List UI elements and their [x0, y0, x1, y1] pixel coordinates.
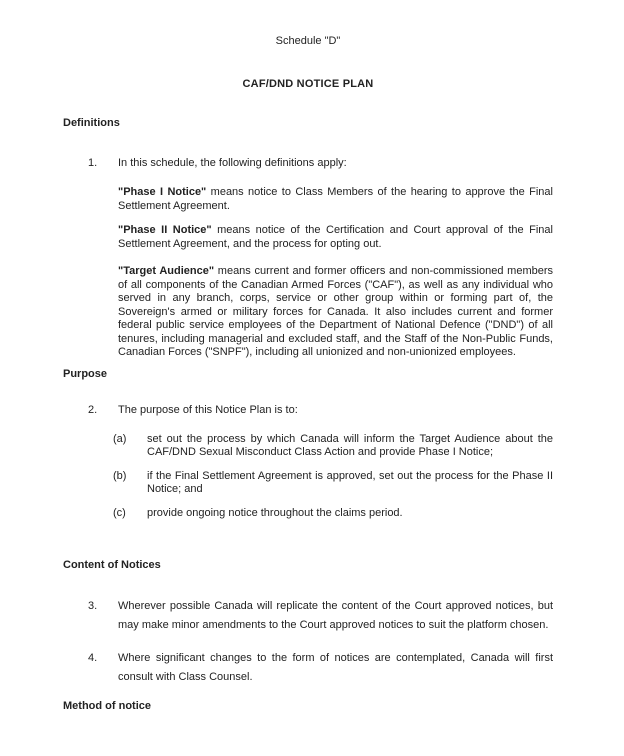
heading-definitions: Definitions — [63, 117, 120, 129]
definition-target-audience — [118, 265, 553, 360]
item-3-number: 3. — [88, 599, 98, 612]
definition-target-audience-text: means current and former officers and non-commissioned members of all components of the Canadian Armed Forces ("CAF"), as well as any individual who served in any branch, corps, service or other group within or forming part of, the Sovereign's armed or military forces for Canada. It also includes current and former federal public service employees of the Department of National Defence ("DND") of all tenures, including managerial and excluded staff, and the Staff of the Non-Public Funds, Canadian Forces ("SNPF"), including all unionized and non-unionized employees. — [118, 265, 553, 358]
item-2-number: 2. — [88, 404, 98, 416]
item-1-number: 1. — [88, 156, 98, 169]
heading-purpose: Purpose — [63, 367, 108, 380]
definition-phase-2-text: means notice of the Certification and Court approval of the Final Settlement Agreement, and the process for opting out. — [118, 224, 553, 250]
subitem-b-text: if the Final Settlement Agreement is approved, set out the process for the Phase II Notice; and — [147, 469, 553, 495]
definition-phase-1-text: means notice to Class Members of the hearing to approve the Final Settlement Agreement. — [118, 186, 553, 212]
item-1-text: In this schedule, the following definitions apply: — [118, 156, 347, 169]
definition-phase-2-notice — [118, 224, 553, 251]
subitem-a — [113, 433, 553, 460]
subitem-c — [113, 507, 553, 521]
defined-term-phase-1: "Phase I Notice" — [118, 186, 207, 198]
item-4-text: Where significant changes to the form of notices are contemplated, Canada will first consult with Class Counsel. — [118, 651, 553, 683]
defined-term-target-audience: "Target Audience" — [118, 265, 215, 277]
numbered-item-3 — [63, 597, 553, 636]
subitem-c-text: provide ongoing notice throughout the claims period. — [147, 506, 403, 519]
numbered-item-1 — [63, 157, 553, 171]
item-2-text: The purpose of this Notice Plan is to: — [118, 404, 298, 416]
heading-content-of-notices: Content of Notices — [63, 559, 161, 571]
numbered-item-2 — [63, 404, 553, 418]
definition-phase-1-notice — [118, 186, 553, 213]
item-4-number: 4. — [88, 651, 98, 664]
numbered-item-4 — [63, 649, 553, 688]
defined-term-phase-2: "Phase II Notice" — [118, 224, 212, 236]
schedule-label: Schedule "D" — [275, 35, 341, 47]
subitem-b — [113, 470, 553, 497]
document-content — [0, 35, 624, 713]
subitem-a-text: set out the process by which Canada will inform the Target Audience about the CAF/DND Sexual Misconduct Class Action and provide Phase I Notice; — [147, 432, 553, 458]
subitem-c-label: (c) — [113, 506, 126, 519]
subitem-b-label: (b) — [113, 469, 127, 482]
heading-method-of-notice: Method of notice — [63, 699, 151, 712]
document-title: CAF/DND NOTICE PLAN — [242, 77, 374, 90]
item-3-text: Wherever possible Canada will replicate the content of the Court approved notices, but may make minor amendments to the Court approved notices to suit the platform chosen. — [118, 599, 553, 631]
subitem-a-label: (a) — [113, 432, 127, 445]
